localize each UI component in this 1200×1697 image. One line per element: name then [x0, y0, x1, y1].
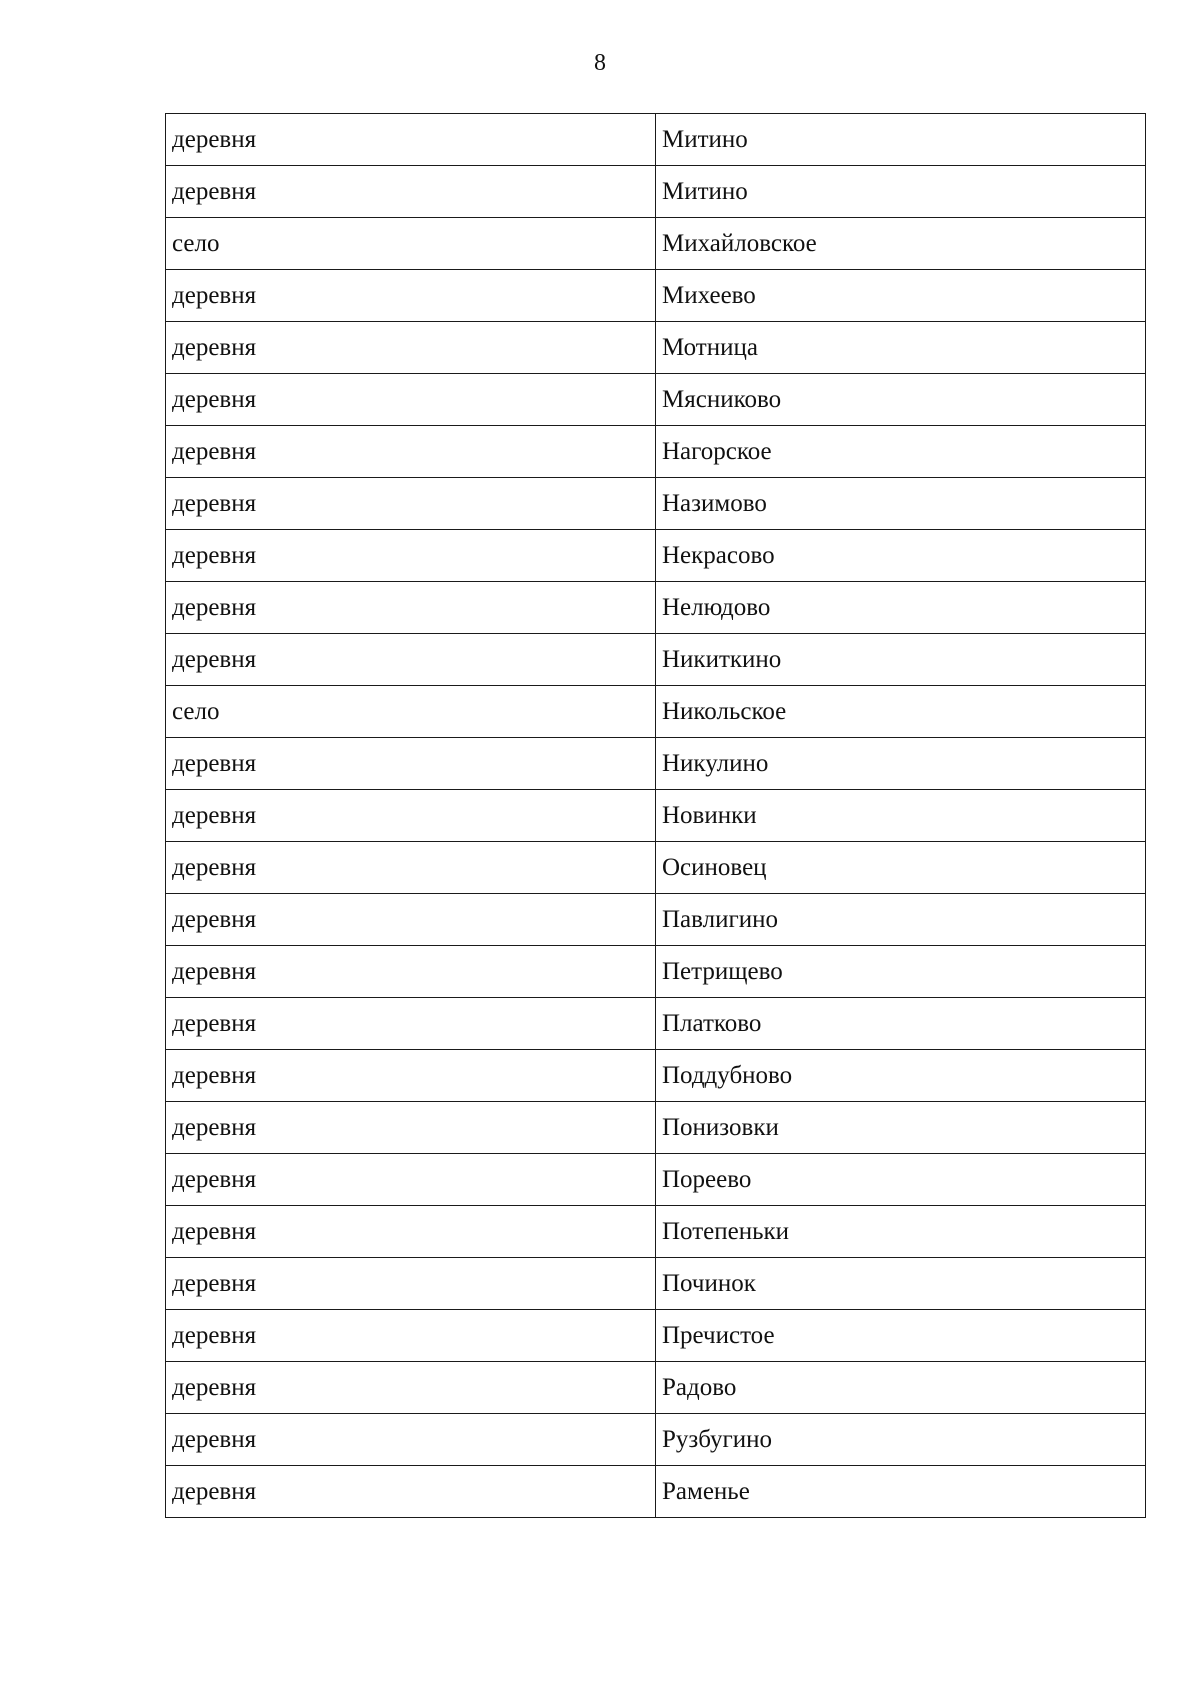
- settlement-name-cell: Петрищево: [656, 946, 1146, 998]
- settlement-type-cell: деревня: [166, 166, 656, 218]
- table-row: [166, 582, 1146, 634]
- table-row: [166, 1258, 1146, 1310]
- settlement-type-cell: деревня: [166, 1154, 656, 1206]
- settlement-name-cell: Осиновец: [656, 842, 1146, 894]
- settlement-type-cell: деревня: [166, 1258, 656, 1310]
- table-row: [166, 374, 1146, 426]
- table-row: [166, 790, 1146, 842]
- page-number: 8: [594, 50, 606, 76]
- settlement-name-cell: Рузбугино: [656, 1414, 1146, 1466]
- settlement-name-cell: Никиткино: [656, 634, 1146, 686]
- table-row: [166, 998, 1146, 1050]
- table-row: [166, 218, 1146, 270]
- table-row: [166, 634, 1146, 686]
- settlement-name-cell: Починок: [656, 1258, 1146, 1310]
- settlement-name-cell: Мясниково: [656, 374, 1146, 426]
- table-row: [166, 478, 1146, 530]
- table-row: [166, 894, 1146, 946]
- settlement-type-cell: деревня: [166, 790, 656, 842]
- settlement-type-cell: деревня: [166, 894, 656, 946]
- settlement-type-cell: деревня: [166, 478, 656, 530]
- settlement-name-cell: Митино: [656, 114, 1146, 166]
- settlements-table: [165, 113, 1146, 1518]
- settlement-name-cell: Павлигино: [656, 894, 1146, 946]
- settlement-type-cell: деревня: [166, 1102, 656, 1154]
- settlement-type-cell: деревня: [166, 738, 656, 790]
- table-row: [166, 1102, 1146, 1154]
- settlement-type-cell: деревня: [166, 842, 656, 894]
- settlement-name-cell: Раменье: [656, 1466, 1146, 1518]
- settlement-type-cell: село: [166, 686, 656, 738]
- settlement-type-cell: деревня: [166, 634, 656, 686]
- table-row: [166, 1466, 1146, 1518]
- settlement-type-cell: деревня: [166, 582, 656, 634]
- settlement-name-cell: Некрасово: [656, 530, 1146, 582]
- table-row: [166, 114, 1146, 166]
- settlement-type-cell: деревня: [166, 1466, 656, 1518]
- table-row: [166, 322, 1146, 374]
- settlement-type-cell: деревня: [166, 530, 656, 582]
- settlement-name-cell: Пречистое: [656, 1310, 1146, 1362]
- settlement-name-cell: Поддубново: [656, 1050, 1146, 1102]
- settlement-name-cell: Никулино: [656, 738, 1146, 790]
- settlement-type-cell: деревня: [166, 114, 656, 166]
- settlement-name-cell: Мотница: [656, 322, 1146, 374]
- table-row: [166, 842, 1146, 894]
- table-row: [166, 166, 1146, 218]
- table-row: [166, 530, 1146, 582]
- settlement-type-cell: деревня: [166, 322, 656, 374]
- settlement-type-cell: деревня: [166, 374, 656, 426]
- settlement-type-cell: деревня: [166, 1310, 656, 1362]
- table-row: [166, 270, 1146, 322]
- settlement-type-cell: деревня: [166, 1206, 656, 1258]
- table-row: [166, 1310, 1146, 1362]
- settlement-name-cell: Потепеньки: [656, 1206, 1146, 1258]
- settlement-name-cell: Назимово: [656, 478, 1146, 530]
- table-body: [166, 114, 1146, 1518]
- settlement-type-cell: село: [166, 218, 656, 270]
- settlement-type-cell: деревня: [166, 1362, 656, 1414]
- settlement-name-cell: Михайловское: [656, 218, 1146, 270]
- settlement-name-cell: Понизовки: [656, 1102, 1146, 1154]
- settlement-type-cell: деревня: [166, 1050, 656, 1102]
- settlement-name-cell: Митино: [656, 166, 1146, 218]
- settlement-name-cell: Михеево: [656, 270, 1146, 322]
- settlement-type-cell: деревня: [166, 998, 656, 1050]
- settlement-type-cell: деревня: [166, 946, 656, 998]
- settlement-name-cell: Пореево: [656, 1154, 1146, 1206]
- settlement-name-cell: Новинки: [656, 790, 1146, 842]
- settlement-name-cell: Платково: [656, 998, 1146, 1050]
- settlement-type-cell: деревня: [166, 1414, 656, 1466]
- table-row: [166, 686, 1146, 738]
- table-row: [166, 1206, 1146, 1258]
- settlement-name-cell: Нагорское: [656, 426, 1146, 478]
- table-row: [166, 1362, 1146, 1414]
- table-row: [166, 426, 1146, 478]
- table-row: [166, 738, 1146, 790]
- settlement-name-cell: Нелюдово: [656, 582, 1146, 634]
- table-row: [166, 946, 1146, 998]
- settlement-type-cell: деревня: [166, 426, 656, 478]
- settlement-name-cell: Радово: [656, 1362, 1146, 1414]
- settlement-name-cell: Никольское: [656, 686, 1146, 738]
- table-row: [166, 1414, 1146, 1466]
- settlement-type-cell: деревня: [166, 270, 656, 322]
- table-row: [166, 1154, 1146, 1206]
- table-row: [166, 1050, 1146, 1102]
